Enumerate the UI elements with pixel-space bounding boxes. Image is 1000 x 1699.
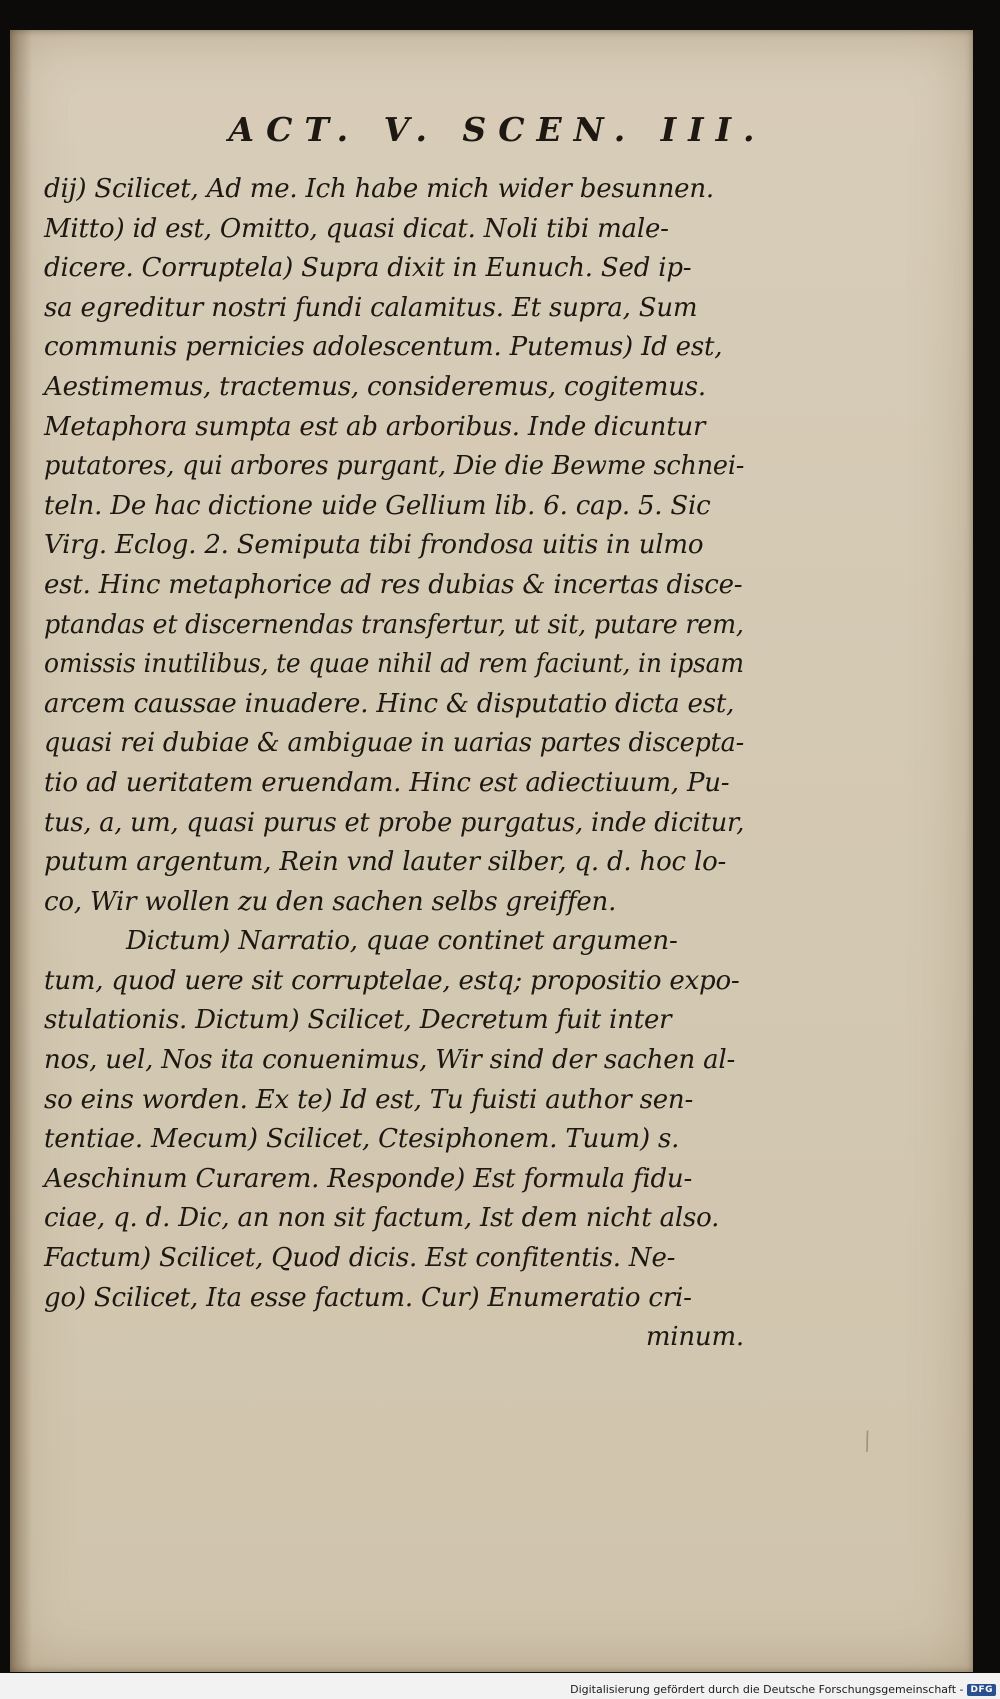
funding-credit-text: Digitalisierung gefördert durch die Deutsche Forschungsgemeinschaft -: [570, 1683, 964, 1696]
text-line: arcem caussae inuadere. Hinc & disputatio dicta est,: [44, 688, 735, 719]
text-line: ciae, q. d. Dic, an non sit factum, Ist dem nicht also.: [44, 1203, 720, 1234]
text-line: dij) Scilicet, Ad me. Ich habe mich wider besunnen.: [44, 174, 714, 204]
funding-credit: [570, 1683, 996, 1696]
text-line: putatores, qui arbores purgant, Die die Bewme schnei-: [44, 451, 745, 482]
text-line: Mitto) id est, Omitto, quasi dicat. Noli tibi male-: [44, 213, 669, 244]
text-line: go) Scilicet, Ita esse factum. Cur) Enumeratio cri-: [44, 1282, 692, 1313]
text-line: putum argentum, Rein vnd lauter silber, q. d. hoc lo-: [44, 847, 727, 878]
ink-smudge: ⁄: [858, 1428, 877, 1455]
text-line: co, Wir wollen zu den sachen selbs greiffen.: [44, 886, 617, 917]
text-line: est. Hinc metaphorice ad res dubias & incertas disce-: [44, 569, 743, 600]
text-line: nos, uel, Nos ita conuenimus, Wir sind der sachen al-: [44, 1045, 736, 1076]
text-line: Aeschinum Curarem. Responde) Est formula fidu-: [44, 1163, 693, 1194]
page-spine-shadow: [10, 30, 32, 1672]
text-line: Virg. Eclog. 2. Semiputa tibi frondosa uitis in ulmo: [44, 530, 704, 561]
text-line: dicere. Corruptela) Supra dixit in Eunuch. Sed ip-: [44, 253, 692, 284]
book-page: [10, 30, 973, 1672]
text-line: teln. De hac dictione uide Gellium lib. 6. cap. 5. Sic: [44, 490, 711, 521]
text-line: quasi rei dubiae & ambiguae in uarias partes discepta-: [44, 728, 745, 759]
text-line: tio ad ueritatem eruendam. Hinc est adiectiuum, Pu-: [44, 767, 730, 798]
dfg-logo: DFG: [967, 1684, 996, 1696]
footer-bar: [0, 1673, 1000, 1699]
text-line-catchword: minum.: [645, 1322, 744, 1353]
text-line: stulationis. Dictum) Scilicet, Decretum fuit inter: [44, 1005, 672, 1036]
text-line: Metaphora sumpta est ab arboribus. Inde dicuntur: [44, 411, 706, 442]
text-line: tentiae. Mecum) Scilicet, Ctesiphonem. Tuum) s.: [44, 1124, 680, 1155]
text-line: ptandas et discernendas transfertur, ut sit, putare rem,: [44, 609, 744, 640]
text-line: omissis inutilibus, te quae nihil ad rem faciunt, in ipsam: [44, 649, 744, 680]
text-line: sa egreditur nostri fundi calamitus. Et supra, Sum: [44, 292, 698, 323]
text-line: so eins worden. Ex te) Id est, Tu fuisti author sen-: [44, 1084, 694, 1115]
text-line: tum, quod uere sit corruptelae, estq; propositio expo-: [44, 965, 740, 996]
text-line: communis pernicies adolescentum. Putemus) Id est,: [44, 332, 723, 363]
text-line: tus, a, um, quasi purus et probe purgatus, inde dicitur,: [44, 807, 745, 838]
text-line: Factum) Scilicet, Quod dicis. Est confitentis. Ne-: [44, 1243, 676, 1274]
running-head: ACT. V. SCEN. III.: [228, 110, 767, 149]
commentary-text: [44, 170, 744, 1358]
text-line: Aestimemus, tractemus, consideremus, cogitemus.: [44, 371, 706, 402]
text-line: Dictum) Narratio, quae continet argumen-: [126, 926, 678, 957]
